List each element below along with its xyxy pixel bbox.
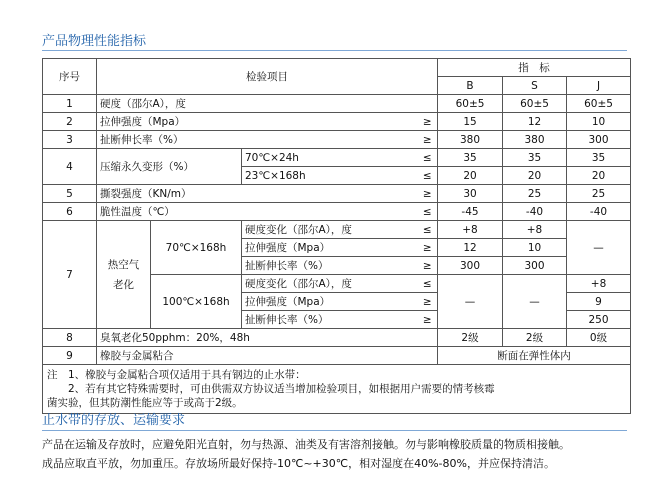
header-row-1: [43, 59, 631, 77]
note-line: 2、若有其它特殊需要时，可由供需双方协议适当增加检验项目，如根据用户需要的情考核霉: [47, 383, 495, 395]
value-b: 60±5: [438, 95, 503, 113]
value-s: 25: [503, 185, 567, 203]
value-j: +8: [567, 275, 631, 293]
row-condition: 70℃×168h: [151, 221, 242, 275]
value-b: 300: [438, 257, 503, 275]
performance-table: [42, 58, 631, 414]
value-s: 2级: [503, 329, 567, 347]
row-item: 脆性温度（℃）: [97, 203, 418, 221]
row-item: 压缩永久变形（%）: [97, 149, 242, 185]
header-grade-j: J: [567, 77, 631, 95]
table-row: [43, 329, 631, 347]
header-no: 序号: [43, 59, 97, 95]
row-operator: ≥: [418, 113, 438, 131]
row-property: 硬度变化（邵尔A），度: [242, 275, 418, 293]
value-b: —: [438, 275, 503, 329]
row-operator: ≥: [418, 311, 438, 329]
value-j: 9: [567, 293, 631, 311]
row-no: 5: [43, 185, 97, 203]
value-s: -40: [503, 203, 567, 221]
table-note: [43, 365, 631, 414]
value-b: 2级: [438, 329, 503, 347]
header-grade-b: B: [438, 77, 503, 95]
row-property: 扯断伸长率（%）: [242, 311, 418, 329]
row-operator: ≤: [418, 275, 438, 293]
row-item: 扯断伸长率（%）: [97, 131, 418, 149]
header-index: 指 标: [438, 59, 631, 77]
value-b: 30: [438, 185, 503, 203]
row-no: 2: [43, 113, 97, 131]
row-item: 臭氧老化50pphm：20%，48h: [97, 329, 438, 347]
value-s: 380: [503, 131, 567, 149]
row-operator: ≤: [418, 167, 438, 185]
table-row: [43, 149, 631, 167]
table-row: [43, 203, 631, 221]
header-item: 检验项目: [97, 59, 438, 95]
row-no: 8: [43, 329, 97, 347]
row-operator: ≥: [418, 131, 438, 149]
value-s: 12: [503, 113, 567, 131]
table-row: [43, 185, 631, 203]
row-condition: 70℃×24h: [242, 149, 418, 167]
note-row: [43, 365, 631, 414]
value-s: 10: [503, 239, 567, 257]
value-b: 35: [438, 149, 503, 167]
value-b: 12: [438, 239, 503, 257]
row-property: 硬度变化（邵尔A），度: [242, 221, 418, 239]
value-j: 25: [567, 185, 631, 203]
value-s: 60±5: [503, 95, 567, 113]
table-row: [43, 347, 631, 365]
row-item: 橡胶与金属粘合: [97, 347, 438, 365]
note-line: 菌实验，但其防潮性能应等于或高于2级。: [47, 397, 243, 409]
table-row: [43, 131, 631, 149]
value-b: 380: [438, 131, 503, 149]
value-j: 300: [567, 131, 631, 149]
table-row: [43, 221, 631, 239]
row-no: 7: [43, 221, 97, 329]
value-b: +8: [438, 221, 503, 239]
row-property: 扯断伸长率（%）: [242, 257, 418, 275]
section-title-storage: 止水带的存放、运输要求: [42, 413, 186, 428]
row-no: 9: [43, 347, 97, 365]
value-j: 20: [567, 167, 631, 185]
value-s: 35: [503, 149, 567, 167]
storage-paragraph-2: 成品应取直平放，勿加重压。存放场所最好保持-10℃~+30℃，相对湿度在40%-80%，并应保持清洁。: [42, 457, 555, 470]
row-condition: 100℃×168h: [151, 275, 242, 329]
value-b: 20: [438, 167, 503, 185]
row-operator: ≤: [418, 149, 438, 167]
value-s: 20: [503, 167, 567, 185]
header-grade-s: S: [503, 77, 567, 95]
row-no: 4: [43, 149, 97, 185]
row-property: 拉伸强度（Mpa）: [242, 293, 418, 311]
item-line: 老化: [113, 278, 134, 291]
row-no: 6: [43, 203, 97, 221]
item-line: 热空气: [107, 258, 140, 271]
value-b: -45: [438, 203, 503, 221]
title-underline: [42, 430, 627, 431]
value-s: 300: [503, 257, 567, 275]
value-merged: 断面在弹性体内: [438, 347, 631, 365]
row-item: 撕裂强度（KN/m）: [97, 185, 418, 203]
row-operator: ≤: [418, 203, 438, 221]
value-j: 10: [567, 113, 631, 131]
value-j: 60±5: [567, 95, 631, 113]
table-row: [43, 113, 631, 131]
row-no: 3: [43, 131, 97, 149]
table-row: [43, 95, 631, 113]
value-b: 15: [438, 113, 503, 131]
row-condition: 23℃×168h: [242, 167, 418, 185]
row-operator: ≤: [418, 221, 438, 239]
value-j: 250: [567, 311, 631, 329]
row-item: 硬度（邵尔A），度: [97, 95, 438, 113]
row-operator: ≥: [418, 293, 438, 311]
row-operator: ≥: [418, 239, 438, 257]
value-j: 35: [567, 149, 631, 167]
row-operator: ≥: [418, 185, 438, 203]
value-j: 0级: [567, 329, 631, 347]
row-item-hot-air-aging: [97, 221, 151, 329]
title-underline: [42, 50, 627, 51]
section-title-performance: 产品物理性能指标: [42, 34, 147, 49]
value-s: —: [503, 275, 567, 329]
note-line: 注 1、橡胶与金属粘合项仅适用于具有钢边的止水带：: [47, 369, 306, 381]
row-operator: ≥: [418, 257, 438, 275]
value-j: -40: [567, 203, 631, 221]
value-j: —: [567, 221, 631, 275]
row-no: 1: [43, 95, 97, 113]
row-property: 拉伸强度（Mpa）: [242, 239, 418, 257]
value-s: +8: [503, 221, 567, 239]
row-item: 拉伸强度（Mpa）: [97, 113, 418, 131]
storage-paragraph-1: 产品在运输及存放时，应避免阳光直射，勿与热源、油类及有害溶剂接触。勿与影响橡胶质量的物质相接触。: [42, 438, 570, 451]
